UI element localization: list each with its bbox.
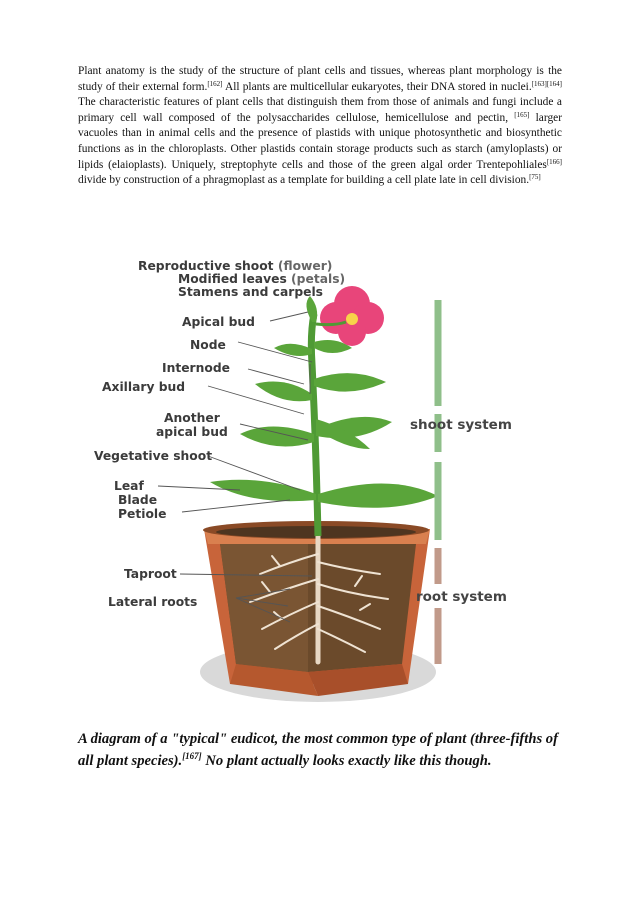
caption-text-end: No plant actually looks exactly like this though. <box>201 753 492 769</box>
paragraph-text: The characteristic features of plant cells that distinguish them from those of animals and fungi include a primary cell wall composed of the polysaccharides cellulose, hemicellulose and pectin, <box>78 96 562 124</box>
citation-75[interactable]: [75] <box>529 173 541 182</box>
body-paragraph <box>78 64 562 189</box>
label-vegetative-shoot: Vegetative shoot <box>94 449 213 463</box>
label-root-system: root system <box>416 589 507 605</box>
paragraph-text: larger vacuoles than in animal cells and the presence of plastids with unique photosynthetic and biosynthetic functions as in the chloroplasts. Other plastids contain storage products such as starch (amyloplasts) or lipids (elaioplasts). Uniquely, streptophyte cells and those of the green algal order Trentepohliales <box>78 111 562 171</box>
label-taproot: Taproot <box>124 567 177 581</box>
label-axillary-bud: Axillary bud <box>102 380 186 394</box>
citation-165[interactable]: [165] <box>514 110 530 119</box>
citation-162[interactable]: [162] <box>207 79 223 88</box>
label-shoot-system: shoot system <box>410 417 512 433</box>
label-another: Another <box>164 411 220 425</box>
label-apical-bud-2: apical bud <box>156 425 228 439</box>
label-node: Node <box>190 338 226 352</box>
citation-163-164[interactable]: [163][164] <box>531 79 563 88</box>
label-modified-leaves: Modified leaves (petals) <box>178 272 346 286</box>
paragraph-text: All plants are multicellular eukaryotes, their DNA stored in nuclei. <box>222 80 532 93</box>
label-apical-bud: Apical bud <box>182 315 255 329</box>
label-leaf: Leaf <box>114 479 144 493</box>
flower <box>316 286 384 346</box>
paragraph-text: divide by construction of a phragmoplast as a template for building a cell plate late in cell division. <box>78 174 530 187</box>
label-petiole: Petiole <box>118 507 167 521</box>
caption-text: A diagram of a "typical" eudicot, the most common type of plant (three-fifths of all plant species). <box>78 731 558 769</box>
label-blade: Blade <box>118 493 158 507</box>
label-lateral-roots: Lateral roots <box>108 595 198 609</box>
plant-diagram <box>90 244 550 714</box>
citation-166[interactable]: [166] <box>546 157 562 166</box>
paragraph-text: Plant anatomy is the study of the structure of plant cells and tissues, whereas plant morphology is the study of their external form. <box>78 65 562 93</box>
citation-167[interactable]: [167] <box>182 751 202 761</box>
label-reproductive-shoot: Reproductive shoot (flower) <box>138 259 333 273</box>
plant-diagram-svg <box>90 244 550 714</box>
label-stamens-carpels: Stamens and carpels <box>178 285 324 299</box>
figure-caption <box>78 728 568 772</box>
label-internode: Internode <box>162 361 230 375</box>
